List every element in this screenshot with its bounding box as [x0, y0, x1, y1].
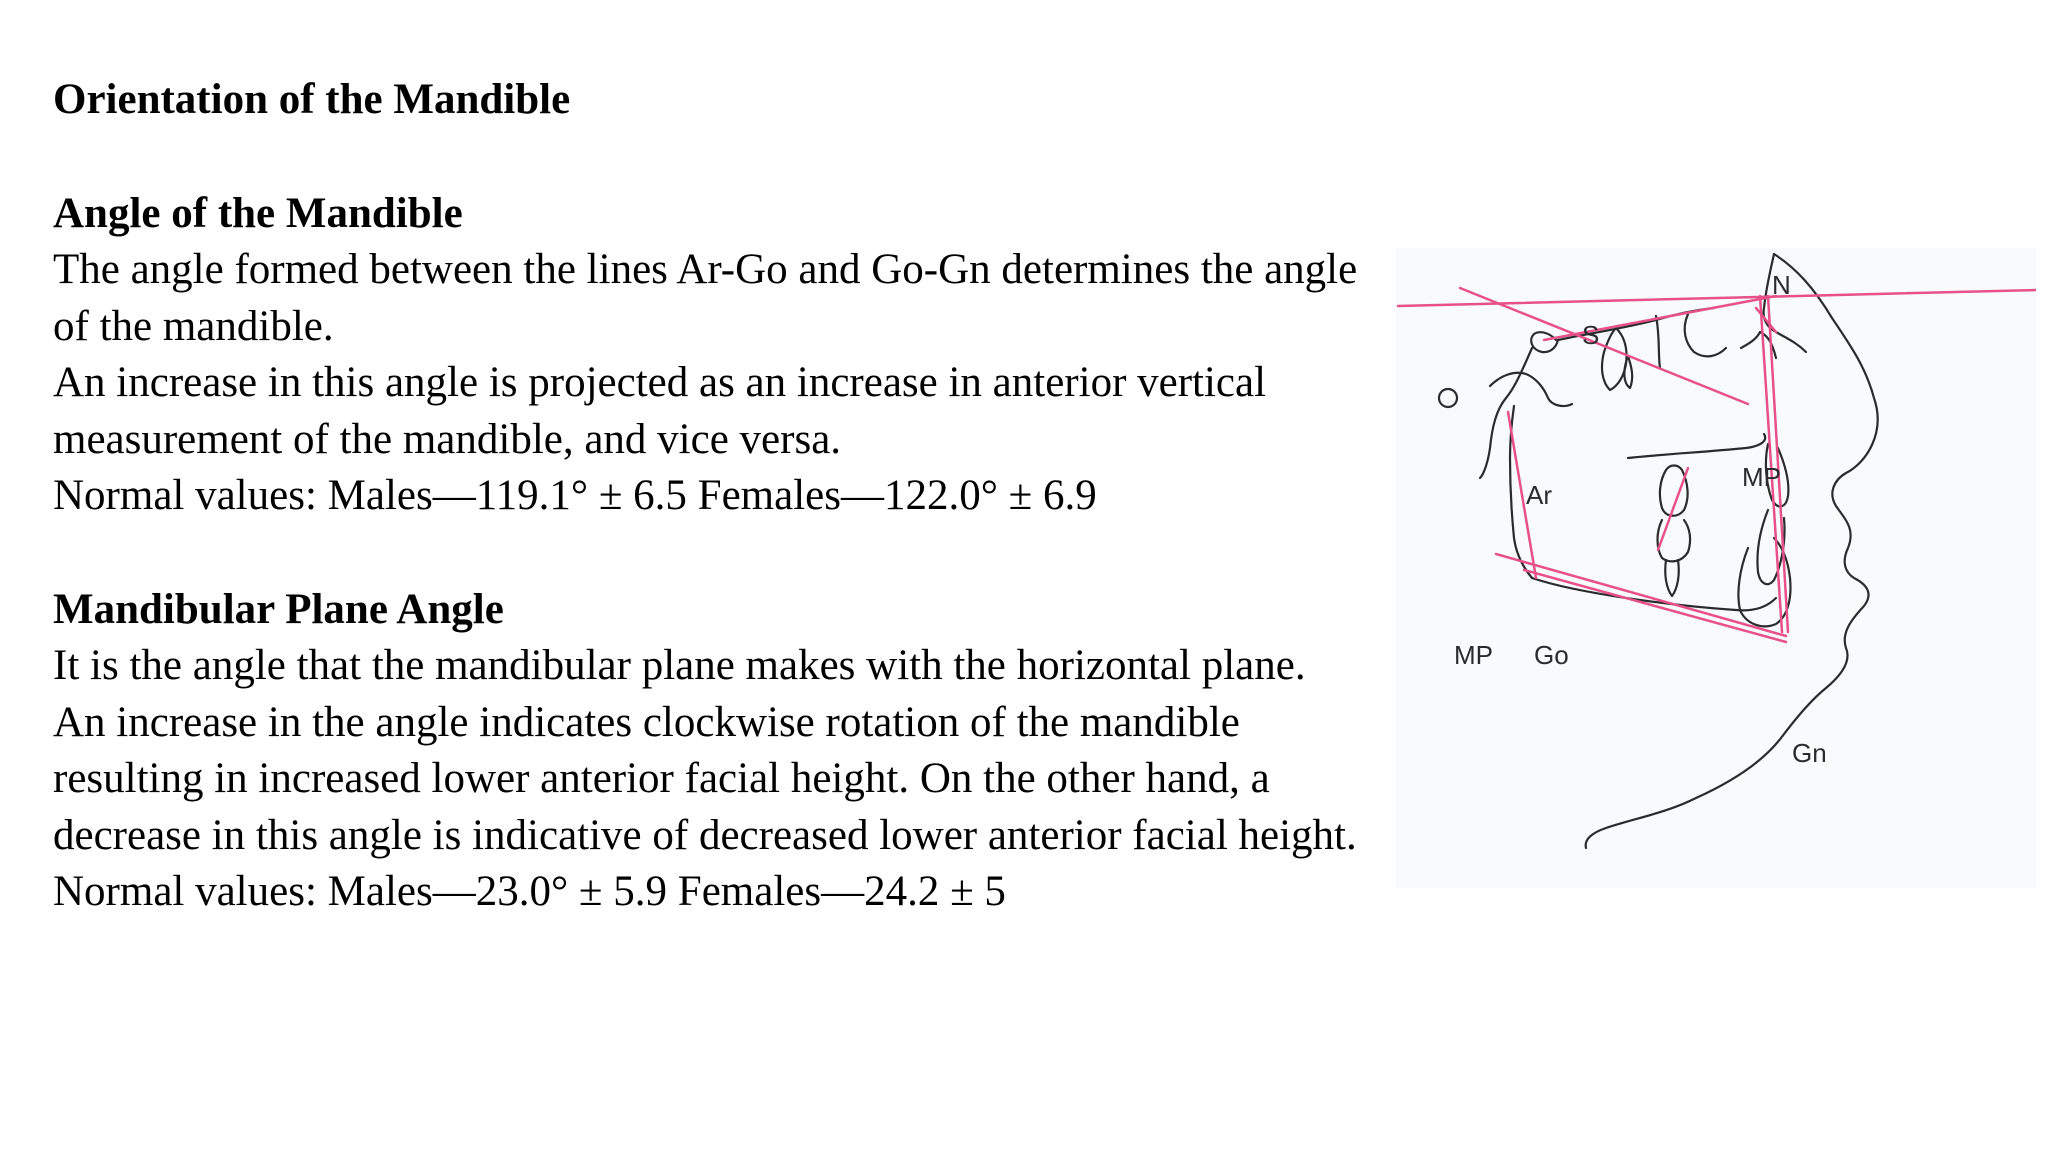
- label-mp-left: MP: [1454, 640, 1493, 670]
- cranial-oblique-line: [1460, 288, 1748, 404]
- section-heading-mandibular-plane-angle: Mandibular Plane Angle: [53, 585, 504, 633]
- paragraph-rotation: An increase in the angle indicates clockwise rotation of the mandible resulting in increased lower anterior facial height. On the other hand, a decrease in this angle is indicative of decreased lower anterior facial height.: [53, 698, 1357, 859]
- section-spacer: [53, 525, 1393, 582]
- paragraph-definition: It is the angle that the mandibular plane makes with the horizontal plane.: [53, 642, 1306, 689]
- cephalometric-tracing-figure: [1396, 248, 2036, 888]
- paragraph-definition: The angle formed between the lines Ar-Go and Go-Gn determines the angle of the mandible.: [53, 246, 1358, 350]
- paragraph-normal-values: Normal values: Males—23.0° ± 5.9 Females—24.2 ± 5: [53, 868, 1006, 915]
- pterygoid-tracing: [1624, 356, 1632, 388]
- text-column: [53, 72, 1393, 921]
- orbit-lower-tracing: [1685, 314, 1726, 356]
- mandibular-plane-line-1: [1524, 570, 1786, 642]
- palatal-plane-tracing: [1628, 434, 1765, 458]
- label-gnathion: Gn: [1792, 738, 1827, 768]
- soft-tissue-profile: [1586, 254, 1878, 848]
- sella-turcica-tracing: [1531, 332, 1558, 352]
- label-sella: S: [1582, 320, 1600, 350]
- cranium-tracing: [1480, 348, 1532, 478]
- label-mp-top: MP: [1742, 462, 1781, 492]
- pterygomaxillary-fissure-tracing: [1602, 328, 1627, 390]
- hard-palate-tracing: [1656, 316, 1660, 368]
- paragraph-increase: An increase in this angle is projected as an increase in anterior vertical measurement of the mandible, and vice versa.: [53, 359, 1267, 463]
- ear-rod-circle: [1439, 389, 1457, 407]
- horizontal-reference-line: [1398, 290, 2036, 306]
- label-articulare: Ar: [1526, 480, 1552, 510]
- paragraph-normal-values: Normal values: Males—119.1° ± 6.5 Females—122.0° ± 6.9: [53, 472, 1097, 519]
- tooth-root-tracing: [1665, 560, 1679, 596]
- nasion-wedge-line: [1756, 308, 1776, 332]
- label-nasion: N: [1772, 270, 1791, 300]
- section-heading-angle-of-mandible: Angle of the Mandible: [53, 189, 463, 237]
- condyle-tracing: [1490, 373, 1572, 406]
- label-gonion: Go: [1534, 640, 1569, 670]
- cephalometric-tracing-svg: [1396, 248, 2036, 888]
- page-title: Orientation of the Mandible: [53, 76, 571, 123]
